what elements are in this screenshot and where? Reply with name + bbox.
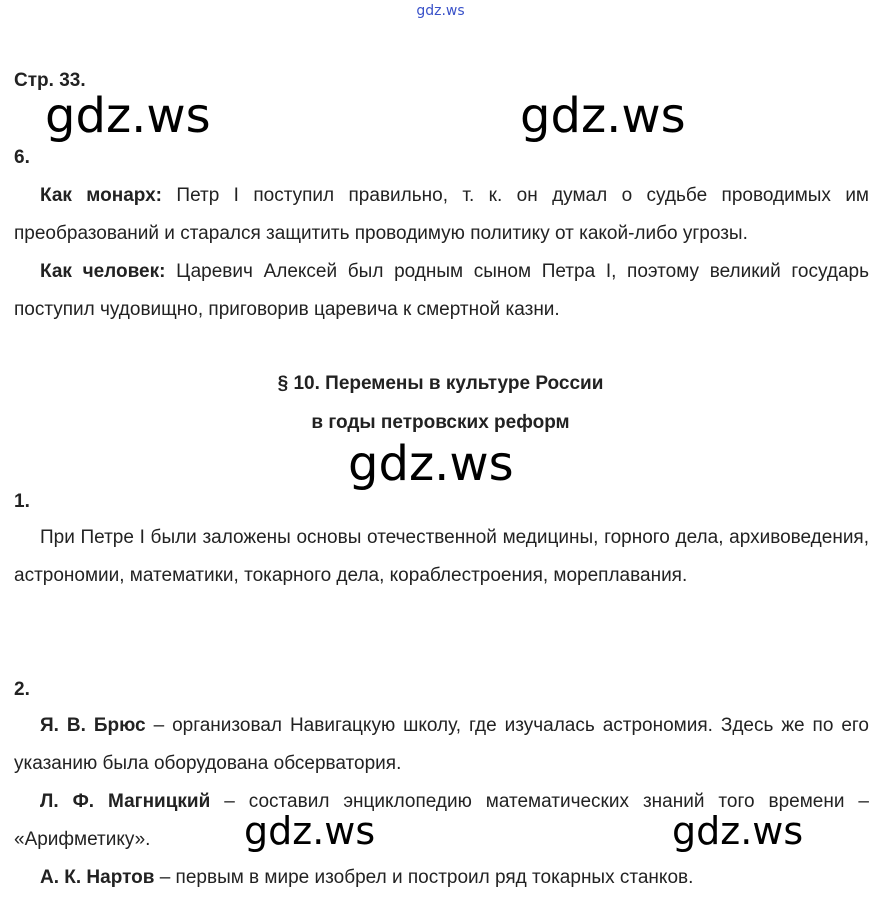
section-title-line-1: § 10. Перемены в культуре России xyxy=(277,373,604,394)
q6-monarch-label: Как монарх: xyxy=(40,185,163,206)
watermark-3: gdz.ws xyxy=(348,436,514,492)
watermark-2: gdz.ws xyxy=(520,88,686,144)
question-1-number: 1. xyxy=(14,491,30,512)
q1-answer: При Петре I были заложены основы отечественной медицины, горного дела, архивоведения, астрономии, математики, токарного дела, кораблестроения, мореплавания. xyxy=(14,527,869,586)
section-title-line-2: в годы петровских реформ xyxy=(311,412,570,433)
header-watermark: gdz.ws xyxy=(416,3,465,19)
q2-answer-bruce xyxy=(14,707,869,783)
q2-bruce-text: – организовал Навигацкую школу, где изучалась астрономия. Здесь же по его указанию была оборудована обсерватория. xyxy=(14,715,869,774)
question-2-number: 2. xyxy=(14,679,30,700)
q6-answer-person xyxy=(14,253,869,329)
q2-magnitsky-label: Л. Ф. Магницкий xyxy=(40,791,211,812)
q6-person-text: Царевич Алексей был родным сыном Петра I, поэтому великий государь поступил чудовищно, приговорив царевича к смертной казни. xyxy=(14,261,869,320)
watermark-1: gdz.ws xyxy=(45,88,211,144)
q2-bruce-label: Я. В. Брюс xyxy=(40,715,146,736)
q2-magnitsky-text: – составил энциклопедию математических знаний того времени – «Арифметику». xyxy=(14,791,869,850)
q6-person-label: Как человек: xyxy=(40,261,166,282)
q6-answer-monarch xyxy=(14,177,869,253)
q2-nartov-label: А. К. Нартов xyxy=(40,867,155,888)
q2-answer-nartov xyxy=(14,859,869,897)
q2-nartov-text: – первым в мире изобрел и построил ряд токарных станков. xyxy=(154,867,694,888)
question-6-number: 6. xyxy=(14,147,30,168)
page-reference: Стр. 33. xyxy=(14,70,86,91)
q6-monarch-text: Петр I поступил правильно, т. к. он думал о судьбе проводимых им преобразований и старался защитить проводимую политику от какой-либо угрозы. xyxy=(14,185,869,244)
watermark-4: gdz.ws xyxy=(244,809,376,853)
watermark-5: gdz.ws xyxy=(672,809,804,853)
